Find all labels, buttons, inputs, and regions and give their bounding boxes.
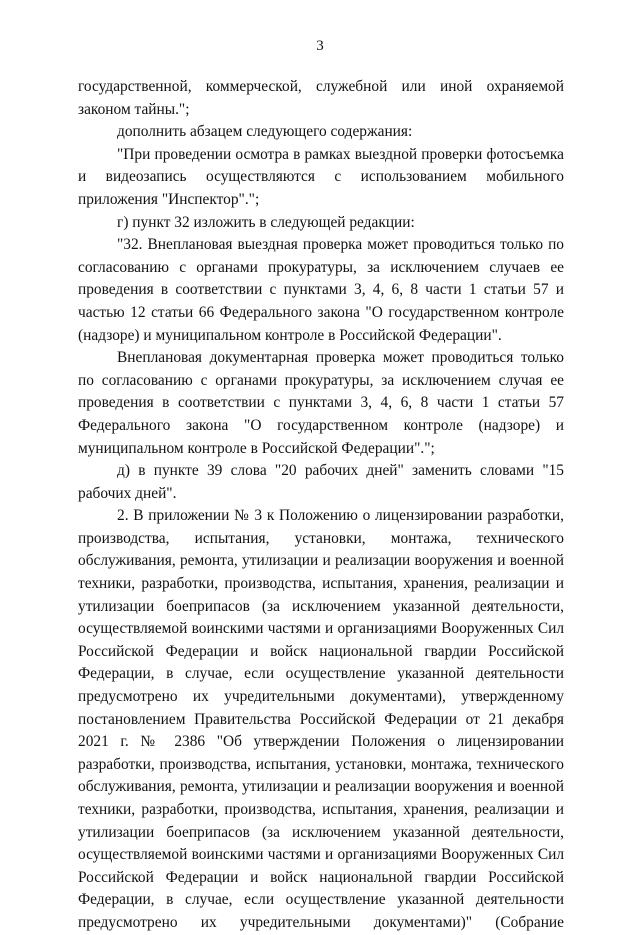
document-body (78, 76, 564, 935)
paragraph-item-g: г) пункт 32 изложить в следующей редакции: (117, 213, 415, 231)
paragraph-add-clause: дополнить абзацем следующего содержания: (117, 123, 413, 141)
paragraph-clause-32: "32. Внеплановая выездная проверка может проводиться только по согласованию с органами прокуратуры, за исключением случаев ее проведения в соответствии с пунктами 3, 4, 6, 8 части 1 статьи 57 и частью 12 статьи 66 Федерального закона "О государственном контроле (надзоре) и муниципальном контроле в Российской Федерации". (78, 236, 564, 344)
paragraph-item-d: д) в пункте 39 слова "20 рабочих дней" заменить словами "15 рабочих дней". (78, 462, 564, 502)
page-number: 3 (316, 38, 324, 54)
paragraph-continuation: государственной, коммерческой, служебной или иной охраняемой законом тайны."; (78, 78, 564, 118)
paragraph-appendix-3: 2. В приложении № 3 к Положению о лицензировании разработки, производства, испытания, установки, монтажа, технического обслуживания, ремонта, утилизации и реализации вооружения и военной техники, разработки, производства, испытания, хранения, реализации и утилизации боеприпасов (за исключением указанной деятельности, осуществляемой воинскими частями и организациями Вооруженных Сил Российской Федерации и войск национальной гвардии Российской Федерации, в случае, если осуществление указанной деятельности предусмотрено их учредительными документами), утвержденному постановлением Правительства Российской Федерации от 21 декабря 2021 г. № 2386 "Об утверждении Положения о лицензировании разработки, производства, испытания, установки, монтажа, технического обслуживания, ремонта, утилизации и реализации вооружения и военной техники, разработки, производства, испытания, хранения, реализации и утилизации боеприпасов (за исключением указанной деятельности, осуществляемой воинскими частями и организациями Вооруженных Сил Российской Федерации и войск национальной гвардии Российской Федерации, в случае, если осуществление указанной деятельности предусмотрено их учредительными документами)" (Собрание (78, 507, 564, 931)
paragraph-inspection-photo: "При проведении осмотра в рамках выездной проверки фотосъемка и видеозапись осуществляются с использованием мобильного приложения "Инспектор"."; (78, 145, 564, 208)
paragraph-documentary-check: Внеплановая документарная проверка может проводиться только по согласованию с органами прокуратуры, за исключением случая ее проведения в соответствии с пунктами 3, 4, 6, 8 части 1 статьи 57 Федерального закона "О государственном контроле (надзоре) и муниципальном контроле в Российской Федерации"."; (78, 349, 564, 457)
